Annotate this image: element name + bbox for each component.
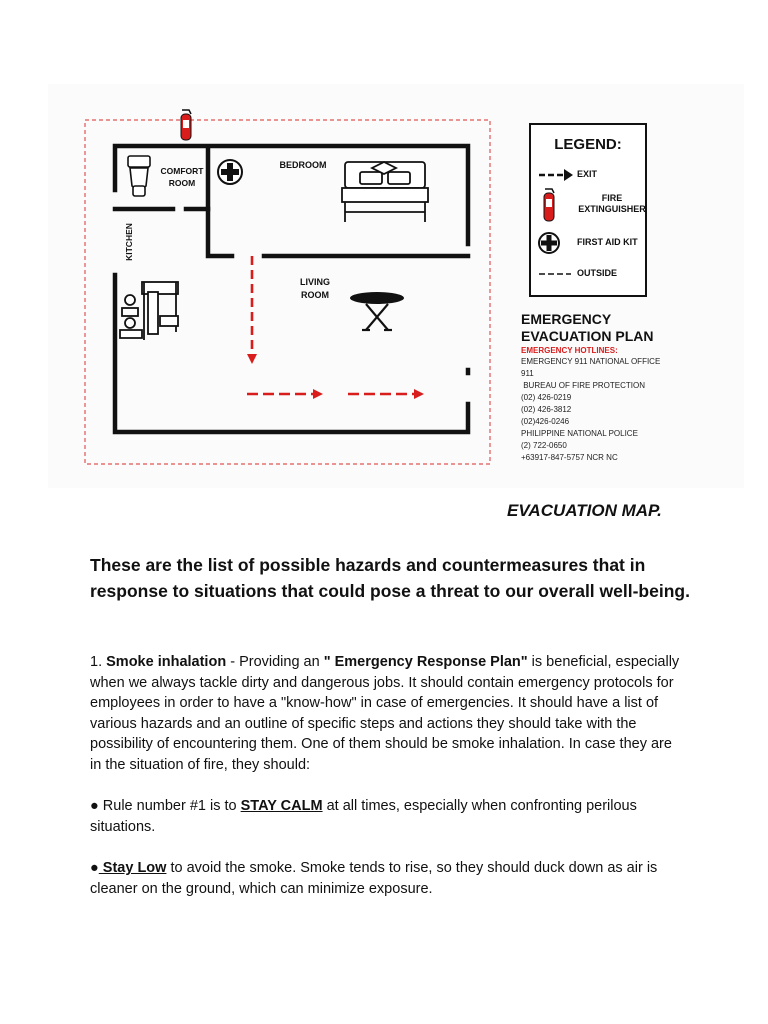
legend [529, 123, 647, 297]
item-number: 1. [90, 654, 107, 670]
bullet-text-b: at all times, especially when confronting perilous situations. [90, 798, 637, 835]
bedroom-label: BEDROOM [279, 160, 327, 170]
hotline-line: (2) 722-0650 [521, 441, 567, 450]
bullet-stay-low [90, 858, 680, 899]
legend-extinguisher-line-1: FIRE [601, 193, 623, 203]
hotline-line: BUREAU OF FIRE PROTECTION [521, 381, 646, 390]
bullet-marker: ● [90, 860, 99, 876]
hotline-line: EMERGENCY 911 NATIONAL OFFICE [521, 357, 661, 366]
evacuation-title-line-1: EMERGENCY [521, 311, 612, 327]
hotlines-label: EMERGENCY HOTLINES: [521, 346, 618, 355]
bed-icon [342, 162, 428, 222]
evacuation-info [521, 311, 721, 464]
hotline-line: (02) 426-3812 [521, 405, 572, 414]
table-icon [350, 292, 404, 330]
bullet-stay-calm [90, 796, 680, 837]
comfort-room-label: COMFORT [160, 166, 204, 176]
living-room-label-2: ROOM [301, 290, 329, 300]
first-aid-kit-icon [218, 160, 242, 184]
item-title: Smoke inhalation [106, 654, 227, 670]
legend-outside-label: OUTSIDE [577, 268, 618, 278]
hotline-line: PHILIPPINE NATIONAL POLICE [521, 429, 638, 438]
legend-first-aid-label: FIRST AID KIT [577, 237, 638, 247]
evacuation-title [521, 311, 721, 345]
hotline-line: +63917-847-5757 NCR NC [521, 453, 618, 462]
comfort-room-label-2: ROOM [168, 178, 196, 188]
legend-exit-label: EXIT [577, 169, 598, 179]
evacuation-title-line-2: EVACUATION PLAN [521, 328, 654, 344]
fire-extinguisher-icon [537, 187, 573, 223]
item-text-b: is beneficial, especially when we always tackle dirty and dangerous jobs. It should contain emergency protocols for employees in order to have a "know-how" in case of emergencies. It should have a list of various hazards and an outline of specific steps and actions they should take with the possibility of encountering them. One of them should be smoke inhalation. In case they are in the situation of fire, they should: [90, 654, 680, 773]
fire-extinguisher-icon [181, 110, 191, 140]
item-text-a: - Providing an [226, 654, 324, 670]
hotline-line: 911 [521, 369, 534, 378]
map-caption: EVACUATION MAP. [507, 501, 662, 520]
legend-row-exit [537, 163, 645, 189]
outside-dash-icon [537, 263, 573, 289]
legend-row-extinguisher [537, 187, 645, 223]
bullet-text-b: to avoid the smoke. Smoke tends to rise, so they should duck down as air is cleaner on the ground, which can minimize exposure. [90, 860, 658, 897]
legend-row-outside [537, 263, 645, 289]
legend-title: LEGEND: [554, 136, 622, 153]
plan-name: " Emergency Response Plan" [323, 654, 528, 670]
exit-arrow-icon [247, 256, 424, 399]
exit-arrow-icon [537, 163, 573, 189]
legend-row-first-aid [537, 231, 645, 257]
intro-heading: These are the list of possible hazards and countermeasures that in response to situations that could pose a threat to our overall well-being. [90, 555, 690, 601]
hotline-line: (02) 426-0219 [521, 393, 572, 402]
kitchen-label: KITCHEN [124, 223, 134, 261]
legend-extinguisher-label [577, 193, 647, 215]
bullet-marker: ● [90, 798, 103, 814]
living-room-label: LIVING [299, 277, 331, 287]
hotline-list [521, 356, 721, 464]
first-aid-kit-icon [537, 231, 573, 257]
stay-low-emphasis: Stay Low [98, 860, 167, 876]
item-smoke-inhalation [90, 652, 680, 775]
legend-extinguisher-line-2: EXTINGUISHER [578, 204, 646, 214]
hotline-line: (02)426-0246 [521, 417, 570, 426]
bullet-text-a: Rule number #1 is to [102, 798, 241, 814]
stove-icon [120, 282, 178, 340]
stay-calm-emphasis: STAY CALM [240, 798, 323, 814]
toilet-icon [128, 156, 150, 196]
